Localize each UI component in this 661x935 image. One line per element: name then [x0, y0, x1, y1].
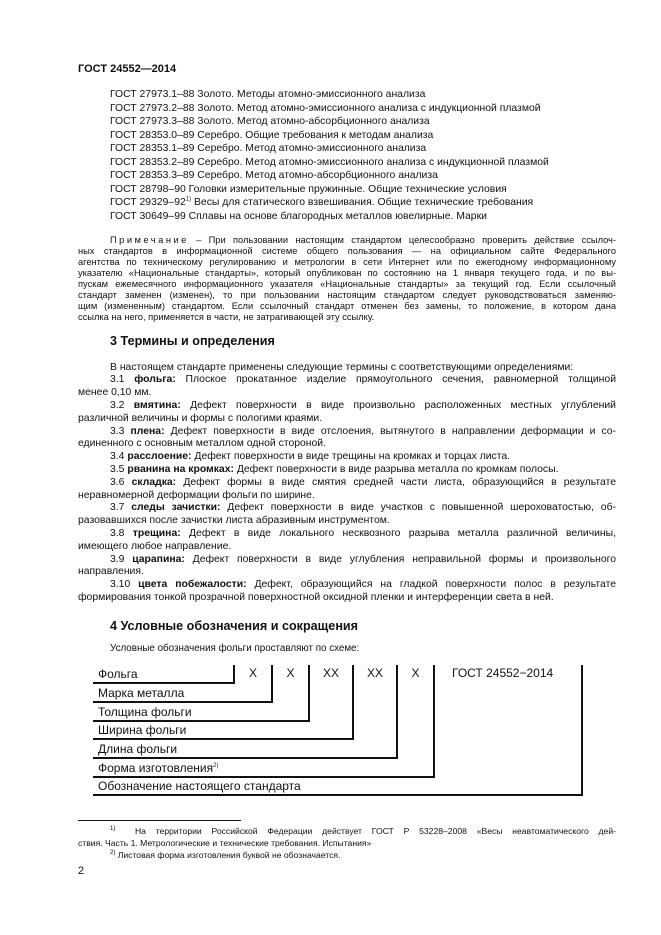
definition-number: 3.6 [110, 476, 132, 488]
definition-term: плена: [130, 425, 165, 437]
reference-item: ГОСТ 28798–90 Головки измерительные пружинные. Общие технические условия [110, 183, 507, 195]
scheme-row-label: Длина фольги [98, 741, 178, 756]
scheme-row-label: Фольга [98, 666, 138, 681]
definition-item: 3.9 царапина: Дефект поверхности в виде углубления неправильной формы и произвольного [110, 553, 616, 565]
definition-term: цвета побежалости: [138, 579, 247, 591]
reference-list [78, 88, 616, 223]
definition-continuation: менее 0,10 мм. [78, 387, 152, 399]
reference-item: ГОСТ 27973.3–88 Золото. Метод атомно-абсорбционного анализа [110, 116, 430, 127]
reference-item: ГОСТ 29329–92$^{1)}$ Весы для статического взвешивания. Общие технические требования [110, 196, 534, 208]
footnote-ref: 1) [185, 196, 192, 203]
definition-number: 3.3 [110, 425, 131, 437]
scheme-row-label: Обозначение настоящего стандарта [98, 778, 301, 793]
scheme-standard-code: ГОСТ 24552−2014 [452, 665, 554, 680]
reference-item: ГОСТ 30649–99 Сплавы на основе благородных металлов ювелирные. Марки [110, 210, 487, 222]
definition-continuation: имеющего любое направление. [78, 540, 232, 552]
definition-item: 3.7 следы зачистки: Дефект поверхности в виде участков с повышенной шероховатостью, об- [110, 502, 616, 514]
footnotes: $^{1)}$ На территории Российской Федерации действует ГОСТ Р 53228–2008 «Весы неавтоматического дей- ствия. Часть 1. Метрологические и технические требования. Испытания» $^{2)}$ Листовая форма изготовления буквой не обозначается. [78, 825, 616, 860]
definition-continuation: разовавшихся после зачистки листа абразивным инструментом. [78, 515, 390, 527]
definition-term: расслоение: [127, 451, 192, 463]
definition-term: следы зачистки: [131, 502, 221, 514]
reference-item: ГОСТ 28353.3–89 Серебро. Метод атомно-абсорбционного анализа [110, 170, 438, 181]
scheme-code-placeholder: X [248, 665, 257, 680]
note: Примечание – При пользовании настоящим стандартом целесообразно проверить действие ссылоч- ных стандартов в информационной системе общего пользования — на официальном сайте Федерального агентства по техническому регулированию и метрологии в сети Интернет или по ежегодному информационному указателю «Национальные стандарты», который опубликован по состоянию на 1 января текущего года, и по вы- пускам ежемесячного информационного указателя «Национальные стандарты» за текущий год. Если ссылочный стандарт заменен (изменен), то при пользовании настоящим стандартом следует руководствоваться заменяю- щим (измененным) стандартом. Если ссылочный стандарт отменен без замены, то положение, в котором дана ссылка на него, применяется в части, не затрагивающей эту ссылку. [78, 235, 616, 322]
definition-item: 3.2 вмятина: Дефект поверхности в виде произвольно расположенных местных углублений [110, 399, 616, 411]
definition-item: 3.4 расслоение: Дефект поверхности в виде трещины на кромках и торцах листа. [110, 451, 511, 463]
page-number: 2 [78, 864, 85, 877]
scheme-row-label: Форма изготовления$^{2)}$ [98, 760, 219, 775]
scheme-row-label: Толщина фольги [98, 704, 192, 719]
definition-continuation: различной величины и формы с пологими краями. [78, 412, 323, 424]
definition-item: 3.8 трещина: Дефект в виде локального несквозного разрыва металла различной величины, [110, 527, 617, 539]
definition-term: рванина на кромках: [127, 463, 234, 475]
definition-number: 3.5 [110, 463, 128, 475]
scheme-code-placeholder: XX [322, 665, 339, 680]
scheme-code-placeholder: X [411, 665, 420, 680]
scheme-row-label: Ширина фольги [98, 722, 187, 737]
document-header: ГОСТ 24552—2014 [78, 63, 177, 75]
reference-item: ГОСТ 28353.2–89 Серебро. Метод атомно-эмиссионного анализа с индукционной плазмой [110, 156, 549, 168]
reference-item: ГОСТ 28353.0–89 Серебро. Общие требования к методам анализа [110, 129, 434, 141]
designation-scheme [78, 655, 616, 800]
definition-number: 3.8 [110, 527, 133, 539]
definition-term: трещина: [132, 527, 181, 539]
section-4-title: 4 Условные обозначения и сокращения [110, 618, 359, 633]
definition-continuation: неравномерной деформации фольги по ширине. [78, 489, 315, 501]
definition-continuation: направления. [78, 566, 144, 578]
note-label: Примечание [110, 235, 189, 245]
definition-number: 3.7 [110, 502, 132, 514]
definition-number: 3.4 [110, 451, 128, 463]
definition-item: 3.6 складка: Дефект формы в виде смятия средней части листа, образующийся в результате [110, 476, 616, 488]
footnote-divider [78, 820, 241, 822]
definition-term: вмятина: [133, 399, 181, 411]
definitions [78, 362, 616, 605]
definition-item: 3.5 рванина на кромках: Дефект поверхности в виде разрыва металла по кромкам полосы. [110, 463, 559, 475]
definition-continuation: формирования тонкой прозрачной поверхностной оксидной пленки и интерференции света в ней. [78, 591, 554, 603]
definition-number: 3.9 [110, 553, 133, 565]
reference-item: ГОСТ 27973.2–88 Золото. Метод атомно-эмиссионного анализа с индукционной плазмой [110, 102, 541, 114]
section-3-title: 3 Термины и определения [110, 334, 275, 348]
definition-term: царапина: [132, 553, 185, 565]
reference-item: ГОСТ 27973.1–88 Золото. Методы атомно-эмиссионного анализа [110, 89, 426, 100]
definition-continuation: единенного с основным металлом одной стороной. [78, 438, 326, 450]
definition-item: 3.3 плена: Дефект поверхности в виде отслоения, вытянутого в направлении деформации и со- [110, 425, 616, 437]
definition-term: фольга: [134, 374, 176, 386]
definition-number: 3.1 [110, 374, 135, 386]
scheme-code-placeholder: X [286, 665, 295, 680]
definition-item: 3.1 фольга: Плоское прокатанное изделие прямоугольного сечения, равномерной толщиной [110, 374, 616, 386]
scheme-row-label: Марка металла [98, 685, 185, 700]
definitions-intro: В настоящем стандарте применены следующие термины с соответствующими определениями: [110, 361, 574, 373]
document-page [78, 0, 616, 898]
definition-term: складка: [131, 476, 177, 488]
definition-item: 3.10 цвета побежалости: Дефект, образующийся на гладкой поверхности полос в результате [110, 579, 616, 591]
scheme-code-placeholder: XX [366, 665, 383, 680]
definition-number: 3.10 [110, 579, 139, 591]
scheme-intro: Условные обозначения фольги проставляют по схеме: [110, 642, 360, 654]
reference-item: ГОСТ 28353.1–89 Серебро. Метод атомно-эмиссионного анализа [110, 143, 427, 154]
definition-number: 3.2 [110, 399, 134, 411]
